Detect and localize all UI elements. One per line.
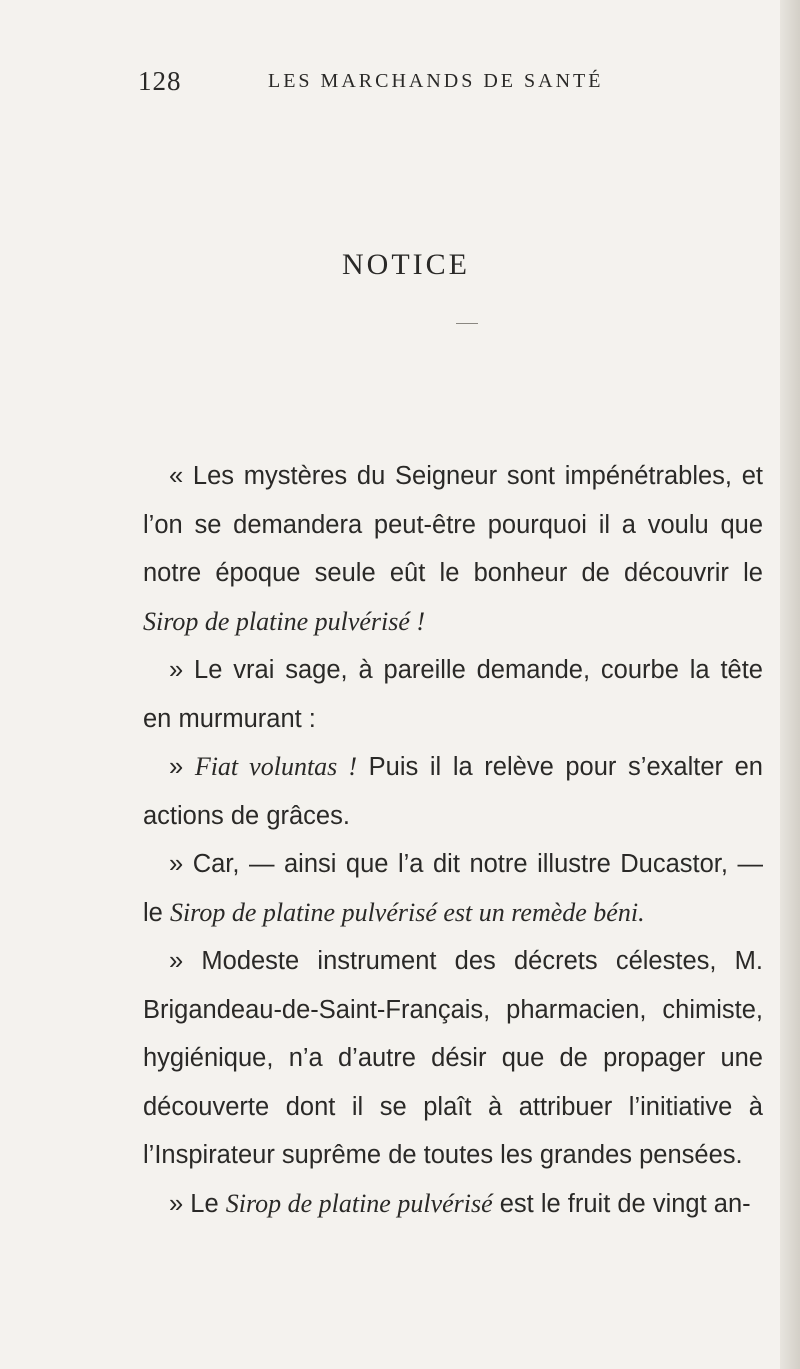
page-header bbox=[0, 66, 800, 106]
running-head: LES MARCHANDS DE SANTÉ bbox=[268, 70, 604, 92]
title-rule bbox=[456, 323, 478, 324]
paragraph-text: » Car, — ainsi que l’a dit notre illustre Ducastor, — le bbox=[143, 850, 763, 927]
italic-product-name: Sirop de platine pulvérisé ! bbox=[143, 606, 426, 636]
notice-title: NOTICE bbox=[342, 248, 470, 281]
paragraph-text: est le fruit de vingt an- bbox=[492, 1189, 751, 1218]
paragraph-3 bbox=[143, 743, 763, 840]
paragraph-text: » Le bbox=[169, 1189, 226, 1218]
italic-product-name: Sirop de platine pulvérisé bbox=[225, 1188, 493, 1218]
paragraph-1 bbox=[143, 452, 763, 646]
page-number: 128 bbox=[138, 66, 182, 96]
italic-quote: Fiat voluntas ! bbox=[194, 752, 357, 781]
paragraph-6 bbox=[143, 1180, 763, 1229]
paragraph-text: « Les mystères du Seigneur sont impénétrables, et l’on se demandera peut-être pourquoi il a voulu que notre époque seule eût le bonheur de découvrir le bbox=[143, 462, 763, 587]
paragraph-2 bbox=[143, 646, 763, 743]
notice-body bbox=[143, 452, 763, 1228]
paragraph-text: » bbox=[169, 753, 195, 781]
italic-statement: Sirop de platine pulvérisé est un remède béni. bbox=[169, 897, 645, 927]
paragraph-4 bbox=[143, 840, 763, 937]
page-edge bbox=[780, 0, 800, 1369]
paragraph-text: » Modeste instrument des décrets célestes, M. Brigandeau-de-Saint-Français, pharmacien, chimiste, hygiénique, n’a d’autre désir que de propager une découverte dont il se plaît à attribuer l’initiative à l’Inspirateur suprême de toutes les grandes pensées. bbox=[143, 947, 763, 1169]
paragraph-5 bbox=[143, 937, 763, 1180]
paragraph-text: Puis il la relève pour s’exalter en actions de grâces. bbox=[143, 753, 763, 830]
paragraph-text: » Le vrai sage, à pareille demande, courbe la tête en murmurant : bbox=[143, 656, 763, 733]
